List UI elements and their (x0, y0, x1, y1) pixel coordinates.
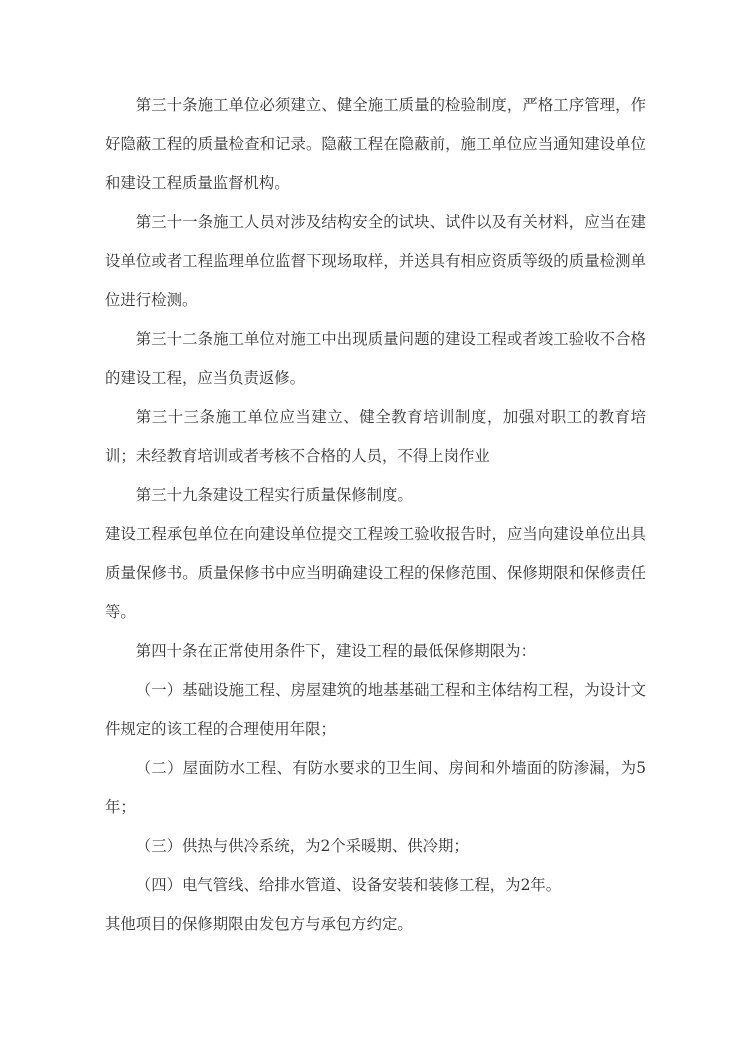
document-body-text (105, 86, 646, 944)
paragraph-article-39: 第三十九条建设工程实行质量保修制度。 (135, 486, 413, 504)
paragraph-article-39-continuation: 建设工程承包单位在向建设单位提交工程竣工验收报告时，应当向建设单位出具质量保修书。质量保修书中应当明确建设工程的保修范围、保修期限和保修责任等。 (105, 525, 646, 621)
paragraph-article-31: 第三十一条施工人员对涉及结构安全的试块、试件以及有关材料，应当在建设单位或者工程监理单位监督下现场取样，并送具有相应资质等级的质量检测单位进行检测。 (105, 213, 646, 309)
paragraph-article-40-closing: 其他项目的保修期限由发包方与承包方约定。 (105, 915, 413, 933)
paragraph-article-30: 第三十条施工单位必须建立、健全施工质量的检验制度，严格工序管理，作好隐蔽工程的质量检查和记录。隐蔽工程在隐蔽前，施工单位应当通知建设单位和建设工程质量监督机构。 (105, 96, 646, 192)
paragraph-article-32: 第三十二条施工单位对施工中出现质量问题的建设工程或者竣工验收不合格的建设工程，应当负责返修。 (105, 330, 646, 387)
paragraph-article-40: 第四十条在正常使用条件下，建设工程的最低保修期限为： (135, 642, 536, 660)
paragraph-article-33: 第三十三条施工单位应当建立、健全教育培训制度，加强对职工的教育培训；未经教育培训或者考核不合格的人员，不得上岗作业 (105, 408, 646, 465)
paragraph-article-40-item-2: （二）屋面防水工程、有防水要求的卫生间、房间和外墙面的防渗漏，为5年； (105, 759, 646, 816)
paragraph-article-40-item-4: （四）电气管线、给排水管道、设备安装和装修工程，为2年。 (135, 876, 562, 894)
paragraph-article-40-item-3: （三）供热与供冷系统，为2个采暖期、供冷期； (135, 837, 469, 855)
paragraph-article-40-item-1: （一）基础设施工程、房屋建筑的地基基础工程和主体结构工程，为设计文件规定的该工程的合理使用年限； (105, 681, 646, 738)
